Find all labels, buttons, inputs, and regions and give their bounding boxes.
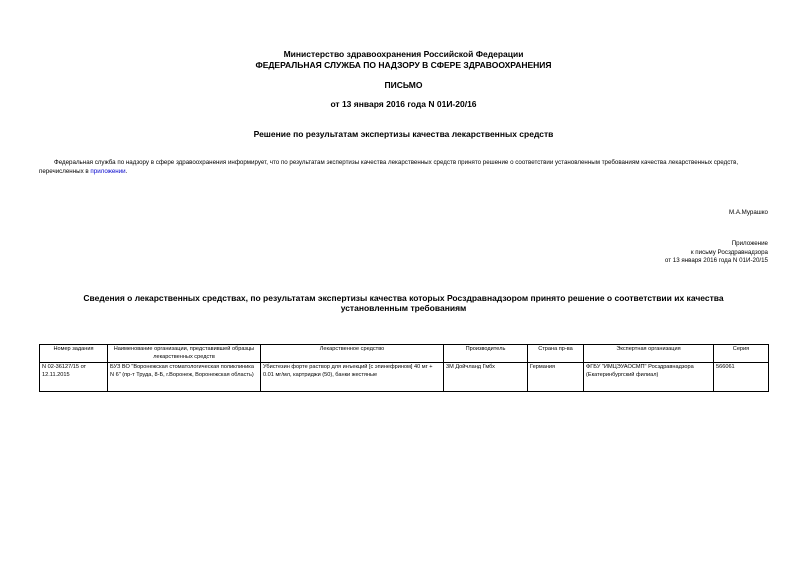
body-text: Федеральная служба по надзору в сфере здравоохранения информирует, что по результатам экспертизы качества лекарственных средств принято решение о соответствии установленным требованиям качества лекарственных средств, перечисленных в: [39, 159, 739, 175]
signature: М.А.Мурашко: [728, 209, 768, 216]
header-country: Страна пр-ва: [528, 345, 584, 363]
cell-series: 566061: [714, 363, 769, 392]
header-expert-organization: Экспертная организация: [584, 345, 714, 363]
body-paragraph: [39, 158, 768, 176]
header-drug: Лекарственное средство: [261, 345, 444, 363]
cell-organization: БУЗ ВО "Воронежская стоматологическая поликлиника N 6" (пр-т Труда, 8-Б, г.Воронеж, Воронежская область): [108, 363, 261, 392]
header-organization: Наименование организации, представившей образцы лекарственных средств: [108, 345, 261, 363]
cell-country: Германия: [528, 363, 584, 392]
appendix-line-1: Приложение: [731, 240, 768, 247]
appendix-link[interactable]: приложении: [90, 168, 126, 175]
document-subject: Решение по результатам экспертизы качества лекарственных средств: [253, 129, 554, 139]
table-header-row: [40, 345, 769, 363]
table-title: Сведения о лекарственных средствах, по результатам экспертизы качества которых Росздравнадзором принято решение о соответствии их качества установленным требованиям: [83, 293, 724, 313]
appendix-line-2: к письму Росздравнадзора: [690, 248, 768, 256]
body-text-end: .: [125, 168, 128, 175]
appendix-line-3: от 13 января 2016 года N 01И-20/15: [664, 257, 768, 264]
appendix-block: [665, 240, 768, 266]
cell-drug: Убистезин форте раствор для инъекций [с эпинефрином] 40 мг + 0.01 мг/мл, картриджи (50), банки жестяные: [261, 363, 444, 392]
document-date-number: от 13 января 2016 года N 01И-20/16: [330, 99, 477, 109]
cell-manufacturer: 3М Дойчланд Гмбх: [444, 363, 528, 392]
ministry-heading: Министерство здравоохранения Российской Федерации: [283, 49, 524, 59]
drugs-table: [39, 344, 769, 392]
header-task-number: Номер задания: [40, 345, 108, 363]
table-row: [40, 363, 769, 392]
cell-task-number: N 02-36127/15 от 12.11.2015: [40, 363, 108, 392]
header-manufacturer: Производитель: [444, 345, 528, 363]
header-series: Серия: [714, 345, 769, 363]
service-heading: ФЕДЕРАЛЬНАЯ СЛУЖБА ПО НАДЗОРУ В СФЕРЕ ЗДРАВООХРАНЕНИЯ: [255, 60, 552, 70]
document-type: ПИСЬМО: [384, 80, 423, 90]
cell-expert-organization: ФГБУ "ИМЦЭУАОСМП" Росздравнадзора (Екатеринбургский филиал): [584, 363, 714, 392]
